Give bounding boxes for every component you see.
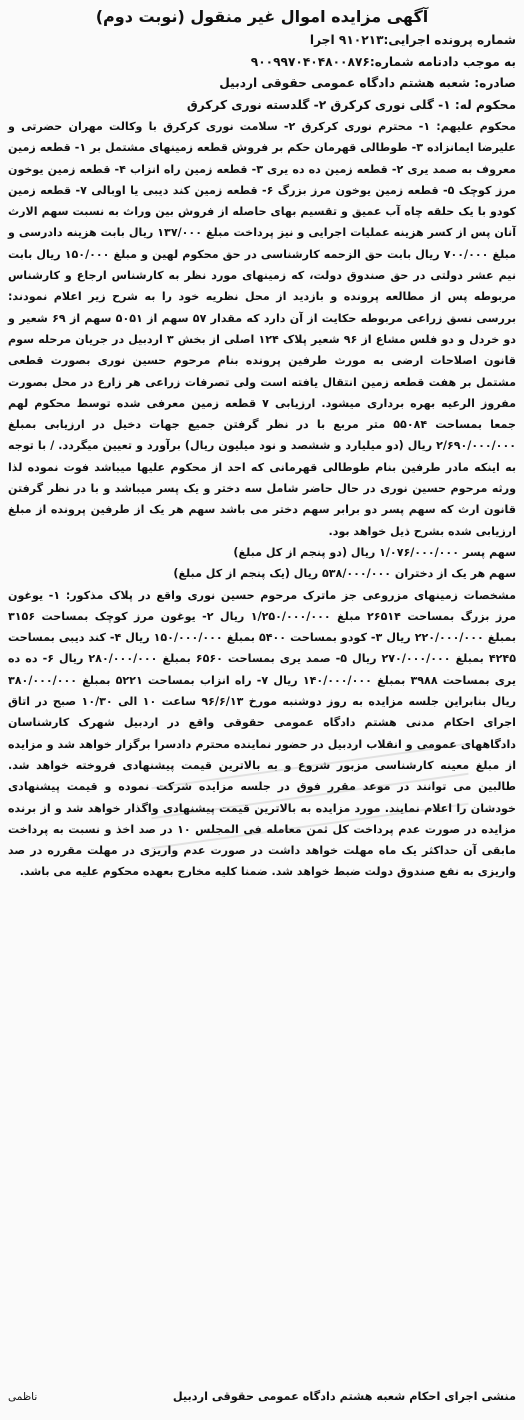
case-number-line: شماره پرونده اجرایی:۹۱۰۲۱۳ اجرا: [309, 33, 516, 47]
issuing-court-line: صادره: شعبه هشتم دادگاه عمومی حقوقی اردبیل: [219, 76, 516, 90]
shares-block: [8, 542, 516, 585]
son-share-line: سهم پسر ۱/۰۷۶/۰۰۰/۰۰۰ ریال (دو پنجم از کل مبلغ): [233, 545, 516, 559]
land-details-and-auction-terms: مشخصات زمینهای مزروعی جز ماترک مرحوم حسین نوری واقع در پلاک مذکور: ۱- یوغون مرز بزرگ بمساحت ۲۶۵۱۴ مبلغ ۱/۲۵۰/۰۰۰/۰۰۰ ریال ۲- یوغون مرز کوچک بمساحت ۳۱۵۶ بمبلغ ۲۲۰/۰۰۰/۰۰۰ ریال ۳- کودو بمساحت ۵۴۰۰ بمبلغ ۱۵۰/۰۰۰/۰۰۰ ریال ۴- کند دیبی بمساحت ۴۲۴۵ بمبلغ ۲۷۰/۰۰۰/۰۰۰ ریال ۵- صمد یری بمساحت ۶۵۶۰ بمبلغ ۲۸۰/۰۰۰/۰۰۰ ریال ۶- ده ده یری بمساحت ۳۹۸۸ بمبلغ ۱۴۰/۰۰۰/۰۰۰ ریال ۷- راه انزاب بمساحت ۵۲۲۱ بمبلغ ۳۸۰/۰۰۰/۰۰۰ ریال بنابراین جلسه مزایده به روز دوشنبه مورخ ۹۶/۶/۱۳ ساعت ۱۰ الی ۱۰/۳۰ صبح در اتاق اجرای احکام مدنی هشتم دادگاه عمومی حقوقی واقع در اردبیل شهرک کارشناسان دادگاههای عمومی و انقلاب اردبیل در حضور نماینده محترم دادسرا برگزار خواهد شد و مزایده از مبلغ معینه کارشناسی مزبور شروع و به بالاترین قیمت پیشنهادی فروخته خواهد شد. طالبین می توانند در موعد مقرر فوق در جلسه مزایده شرکت نموده و قیمت پیشنهادی خودشان را اعلام نمایند. مورد مزایده به بالاترین قیمت پیشنهادی واگذار خواهد شد و از برنده مزایده در صورت عدم پرداخت کل ثمن معامله فی المجلس ۱۰ در صد اخذ و نسبت به پرداخت مابقی آن حداکثر یک ماه مهلت خواهد داشت در صورت عدم واریزی در مهلت مقرره در صد واریزی به نفع صندوق دولت ضبط خواهد شد. ضمنا کلیه مخارج بعهده محکوم علیه می باشد.: [8, 588, 517, 879]
daughter-share-line: سهم هر یک از دختران ۵۳۸/۰۰۰/۰۰۰ ریال (یک پنجم از کل مبلغ): [173, 567, 516, 581]
plaintiffs-line: محکوم له: ۱- گلی نوری کرکرق ۲- گلدسته نوری کرکرق: [186, 97, 516, 112]
judgment-number-line: به موجب دادنامه شماره:۹۰۰۹۹۷۰۴۰۴۸۰۰۸۷۶: [250, 54, 516, 69]
notice-body: محکوم علیهم: ۱- محترم نوری کرکرق ۲- سلامت نوری کرکرق با وکالت مهران حضرتی و علیرضا ایمانزاده ۳- طوطالی قهرمان حکم بر فروش قطعه زمینهای مشتمل بر ۱- قطعه زمین معروف به صمد یری ۲- قطعه زمین ده ده یری ۳- قطعه زمین راه انزاب ۴- قطعه زمین یوخون مرز کوچک ۵- قطعه زمین یوخون مرز بزرگ ۶- قطعه زمین کند دیبی یا اوبالی ۷- قطعه زمین کودو با یک حلقه چاه آب عمیق و تقسیم بهای حاصله از فروش بین وراث به نسبت سهم الارث آنان پس از کسر هزینه عملیات اجرایی و نیز پرداخت مبلغ ۱۳۷/۰۰۰ ریال بابت هزینه دادرسی و مبلغ ۷۰۰/۰۰۰ ریال بابت حق الزحمه کارشناسی در حق محکوم لهین و مبلغ ۱۵۰/۰۰۰ ریال بابت نیم عشر دولتی در حق صندوق دولت، که زمینهای مورد نظر به کارشناس ارجاع و کارشناس مربوطه پس از مطالعه پرونده و بازدید از محل نظریه خود را به شرح زیر اعلام نمودند: بررسی نسق زراعی مربوطه حکایت از آن دارد که مقدار ۵۷ سهم از ۵۰۵۱ سهم از ۶۹ شعیر و دو خردل و دو فلس مشاع از ۹۶ شعیر پلاک ۱۲۴ اصلی از بخش ۳ اردبیل در جریان مرحله سوم قانون اصلاحات ارضی به مورث طرفین پرونده بنام مرحوم حسین نوری بصورت قطعی مشتمل بر هفت قطعه زمین انتقال یافته است ولی تصرفات زراعی هر زارع در محل بصورت مفروز الرعیه بهره برداری میشود. ارزیابی ۷ قطعه زمین معرفی شده توسط محکوم لهم جمعا بمساحت ۵۵۰۸۴ متر مربع با در نظر گرفتن جمیع جهات دخیل در ارزیابی بمبلغ ۲/۶۹۰/۰۰۰/۰۰۰ ریال (دو میلیارد و ششصد و نود میلیون ریال) برآورد و تعیین میگردد. / با توجه به اینکه مادر طرفین بنام طوطالی قهرمانی که احد از محکوم علیها میباشد فوت نموده لذا ورثه مرحوم حسین نوری در حال حاضر شامل سه دختر و یک پسر میباشد و با در نظر گرفتن قانون ارث که سهم پسر دو برابر سهم دختر می باشد سهم هر یک از طرفین پرونده از مبلغ ارزیابی شده بشرح ذیل خواهد بود.: [8, 120, 516, 538]
footer-office-line: منشی اجرای احکام شعبه هشتم دادگاه عمومی حقوقی اردبیل: [172, 1390, 516, 1403]
notice-header: [8, 30, 516, 116]
notice-title: آگهی مزایده اموال غیر منقول (نوبت دوم): [95, 7, 429, 26]
notice-footer: [8, 1388, 516, 1406]
footer-signer-name: ناظمی: [8, 1391, 38, 1403]
